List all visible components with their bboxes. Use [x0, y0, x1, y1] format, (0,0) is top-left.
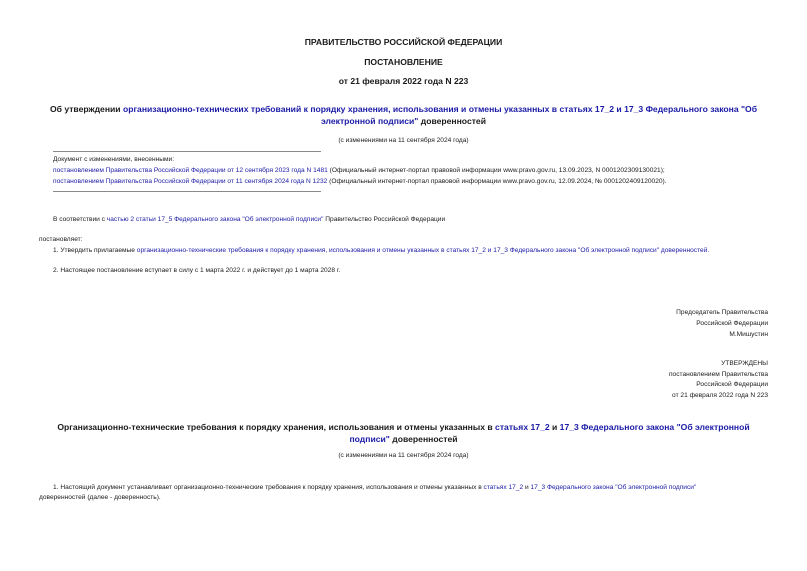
- approved-date: от 21 февраля 2022 года N 223: [672, 392, 768, 399]
- req-article-17-3-link[interactable]: 17_3 Федерального закона "Об электронной подписи": [530, 484, 697, 491]
- change-text-2023: (Официальный интернет-портал правовой информации www.pravo.gov.ru, 13.09.2023, N 0001202309130021);: [327, 167, 665, 174]
- change-link-2024[interactable]: постановлением Правительства Российской Федерации от 11 сентября 2024 года N 1232: [53, 178, 328, 185]
- requirements-title-text: Организационно-технические требования к порядку хранения, использования и отмены указанных в: [57, 422, 496, 432]
- change-item: [53, 167, 665, 174]
- preamble-law-link[interactable]: частью 2 статьи 17_5 Федерального закона "Об электронной подписи": [106, 216, 324, 223]
- decides-word: постановляет:: [39, 236, 83, 243]
- title-link-cont[interactable]: электронной подписи": [321, 116, 419, 126]
- signature-country: Российской Федерации: [696, 320, 768, 327]
- doc-type: ПОСТАНОВЛЕНИЕ: [364, 57, 443, 67]
- approved-label: УТВЕРЖДЕНЫ: [721, 360, 768, 367]
- preamble-text-end: Правительство Российской Федерации: [323, 216, 446, 223]
- requirements-point-1-text: 1. Настоящий документ устанавливает организационно-технические требования к порядку хранения, использования и отмены указанных в: [53, 484, 484, 491]
- change-link-2023[interactable]: постановлением Правительства Российской Федерации от 12 сентября 2023 года N 1481: [53, 167, 328, 174]
- requirements-point-1: [53, 484, 696, 491]
- approved-country: Российской Федерации: [696, 381, 768, 388]
- doc-date-number: от 21 февраля 2022 года N 223: [338, 76, 469, 86]
- preamble-text: В соответствии с: [53, 216, 107, 223]
- article-17-3-link[interactable]: 17_3 Федерального закона "Об электронной: [559, 422, 750, 432]
- government-name: ПРАВИТЕЛЬСТВО РОССИЙСКОЙ ФЕДЕРАЦИИ: [304, 37, 503, 47]
- point-2: 2. Настоящее постановление вступает в силу с 1 марта 2022 г. и действует до 1 марта 2028 г.: [53, 267, 341, 274]
- point-1-link[interactable]: организационно-технические требования к порядку хранения, использования и отмены указанных в статьях 17_2 и 17_3 Федерального закона "Об электронной подписи" доверенностей.: [136, 247, 710, 254]
- title-link[interactable]: организационно-технических требований к порядку хранения, использования и отмены указанных в статьях 17_2 и 17_3 Федерального закона "Об: [122, 104, 758, 114]
- requirements-title-suffix: доверенностей: [389, 434, 458, 444]
- point-1-text: 1. Утвердить прилагаемые: [53, 247, 137, 254]
- requirements-amended-note: (с изменениями на 11 сентября 2024 года): [338, 452, 469, 459]
- requirements-point-1-cont: доверенностей (далее - доверенность).: [39, 494, 161, 501]
- requirements-title-and: и: [549, 422, 560, 432]
- requirements-title: [0, 421, 807, 445]
- article-17-2-link[interactable]: статьях 17_2: [495, 422, 550, 432]
- title-prefix: Об утверждении: [49, 104, 123, 114]
- amended-note: (с изменениями на 11 сентября 2024 года): [338, 137, 469, 144]
- changes-heading: Документ с изменениями, внесенными:: [53, 156, 175, 163]
- document-title: [0, 103, 807, 127]
- preamble: [53, 216, 445, 223]
- req-article-17-2-link[interactable]: статьях 17_2: [483, 484, 524, 491]
- approved-by: постановлением Правительства: [668, 371, 768, 378]
- signature-name: М.Мишустин: [729, 331, 768, 338]
- change-item: [53, 178, 667, 185]
- divider-bottom: [53, 191, 321, 192]
- point-1: [53, 247, 709, 254]
- signature-title: Председатель Правительства: [676, 309, 768, 316]
- divider-top: [53, 151, 321, 152]
- change-text-2024: (Официальный интернет-портал правовой информации www.pravo.gov.ru, 12.09.2024, № 0001202409120020).: [327, 178, 667, 185]
- title-suffix: доверенностей: [418, 116, 486, 126]
- article-17-3-link-cont[interactable]: подписи": [349, 434, 390, 444]
- requirements-point-1-and: и: [523, 484, 531, 491]
